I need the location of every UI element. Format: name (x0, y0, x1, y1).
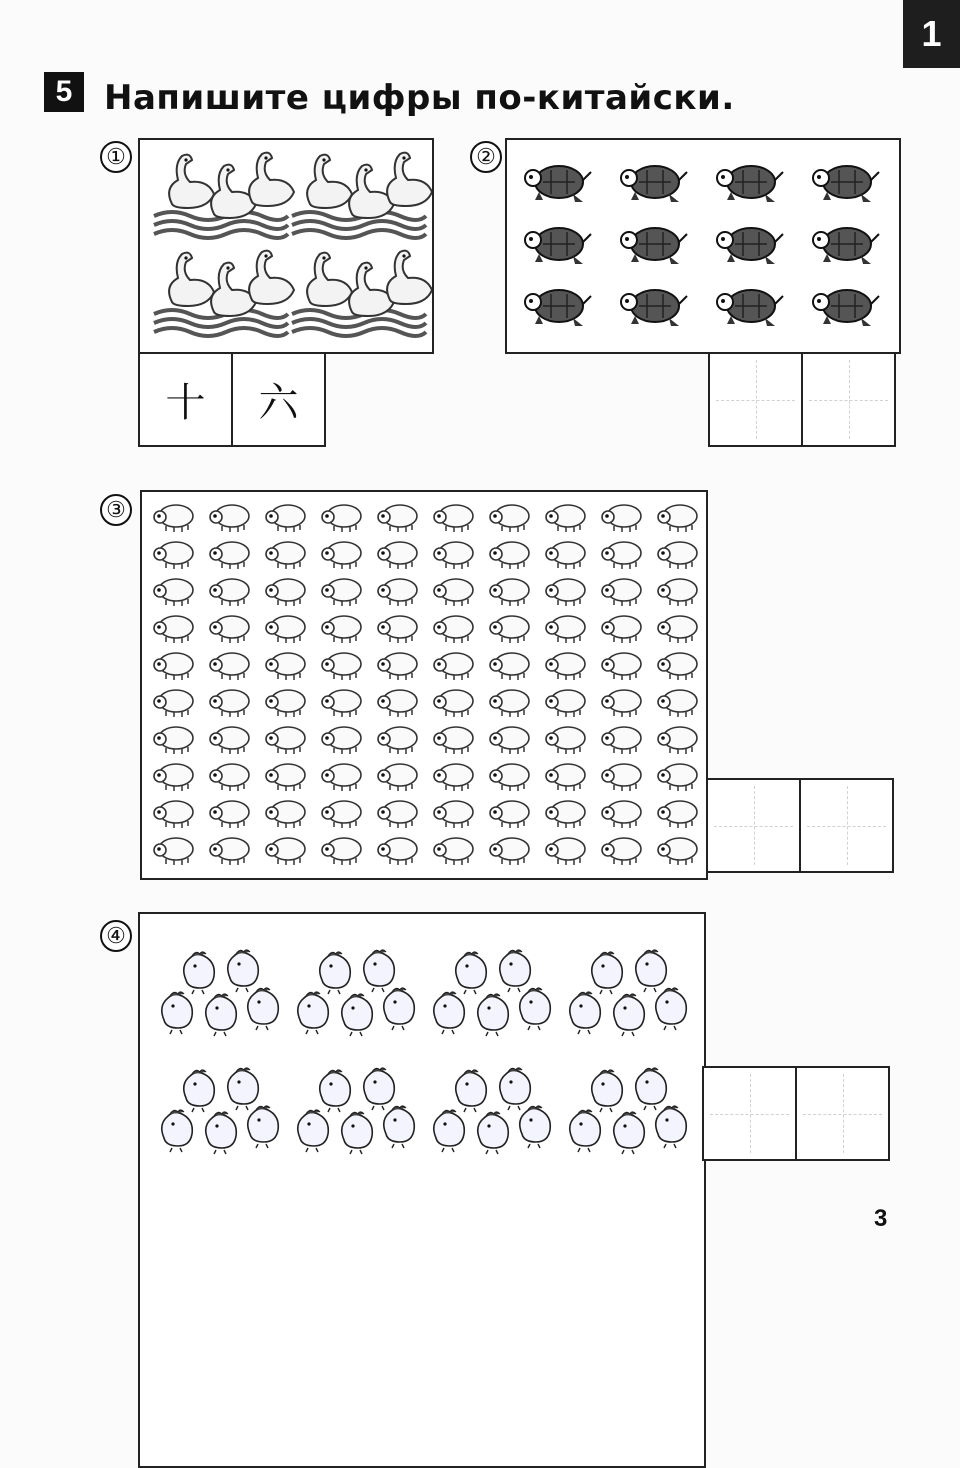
sheep (546, 690, 585, 717)
task-2-answer-cell-1[interactable] (708, 352, 803, 447)
chick-group (298, 950, 415, 1036)
task-2-answer-cell-2[interactable] (801, 352, 896, 447)
sheep (546, 579, 585, 606)
geese-illustration (140, 140, 432, 352)
sheep (490, 579, 529, 606)
chick (364, 950, 395, 992)
task-2-answer (708, 352, 894, 447)
sheep (602, 653, 641, 680)
chick (162, 992, 193, 1034)
chick-group (570, 1068, 687, 1154)
sheep (154, 838, 193, 865)
sheep (266, 653, 305, 680)
sheep (434, 838, 473, 865)
sheep (154, 764, 193, 791)
sheep (322, 579, 361, 606)
task-1-answer (138, 352, 324, 447)
sheep (266, 579, 305, 606)
sheep (434, 542, 473, 569)
chick (520, 988, 551, 1030)
goose (169, 253, 214, 306)
sheep (154, 616, 193, 643)
sheep (210, 764, 249, 791)
sheep (210, 579, 249, 606)
sheep (266, 838, 305, 865)
task-1-answer-cell-2[interactable] (231, 352, 326, 447)
task-1-badge: ① (100, 141, 132, 173)
sheep (154, 653, 193, 680)
chick (520, 1106, 551, 1148)
chick (500, 950, 531, 992)
sheep (602, 838, 641, 865)
exercise-title: Напишите цифры по-китайски. (104, 78, 735, 118)
chick (364, 1068, 395, 1110)
sheep (490, 542, 529, 569)
sheep (378, 690, 417, 717)
sheep (490, 616, 529, 643)
goose (307, 155, 352, 208)
sheep (266, 690, 305, 717)
sheep (490, 764, 529, 791)
sheep (210, 727, 249, 754)
turtle (717, 290, 783, 326)
turtle (525, 290, 591, 326)
chick (636, 1068, 667, 1110)
sheep (210, 616, 249, 643)
sheep (210, 838, 249, 865)
geese-group (292, 153, 432, 238)
goose (387, 251, 432, 304)
sheep (378, 505, 417, 532)
chick (298, 992, 329, 1034)
chick (206, 1112, 237, 1154)
sheep (546, 542, 585, 569)
sheep (658, 838, 697, 865)
sheep (322, 838, 361, 865)
sheep (602, 764, 641, 791)
sheep (378, 579, 417, 606)
turtle (621, 166, 687, 202)
chick (456, 952, 487, 994)
chick (592, 952, 623, 994)
sheep (266, 727, 305, 754)
sheep (546, 838, 585, 865)
task-4-answer-cell-1[interactable] (702, 1066, 797, 1161)
goose (249, 251, 294, 304)
sheep (266, 505, 305, 532)
sheep (658, 690, 697, 717)
goose (387, 153, 432, 206)
chick (342, 994, 373, 1036)
chick-group (434, 950, 551, 1036)
sheep (546, 727, 585, 754)
sheep (154, 690, 193, 717)
sheep (154, 505, 193, 532)
turtle (813, 290, 879, 326)
chick (320, 952, 351, 994)
page-number: 3 (874, 1205, 888, 1232)
turtle (813, 166, 879, 202)
sheep (490, 838, 529, 865)
sheep (378, 542, 417, 569)
task-4-answer-cell-2[interactable] (795, 1066, 890, 1161)
sheep (658, 764, 697, 791)
sheep (434, 727, 473, 754)
chick (434, 992, 465, 1034)
sheep (154, 727, 193, 754)
chick (592, 1070, 623, 1112)
sheep (210, 542, 249, 569)
turtle (621, 228, 687, 264)
sheep (154, 579, 193, 606)
sheep (602, 801, 641, 828)
goose (249, 153, 294, 206)
sheep (602, 579, 641, 606)
sheep (434, 579, 473, 606)
sheep (210, 653, 249, 680)
sheep (322, 690, 361, 717)
sheep (434, 764, 473, 791)
sheep (490, 690, 529, 717)
chick (342, 1112, 373, 1154)
chick (384, 1106, 415, 1148)
chapter-tab: 1 (903, 0, 960, 68)
chick (228, 950, 259, 992)
task-1-picture (138, 138, 434, 354)
task-3-answer-cell-2[interactable] (799, 778, 894, 873)
sheep (658, 653, 697, 680)
task-2-badge: ② (470, 141, 502, 173)
chick (478, 994, 509, 1036)
sheep (546, 653, 585, 680)
chick (636, 950, 667, 992)
chick (570, 1110, 601, 1152)
chick (384, 988, 415, 1030)
task-1-answer-cell-1[interactable] (138, 352, 233, 447)
chick (298, 1110, 329, 1152)
sheep (378, 764, 417, 791)
chick (614, 1112, 645, 1154)
sheep (378, 653, 417, 680)
sheep (434, 690, 473, 717)
goose (169, 155, 214, 208)
sheep (378, 727, 417, 754)
turtle (621, 290, 687, 326)
sheep (210, 690, 249, 717)
chick (570, 992, 601, 1034)
chick (228, 1068, 259, 1110)
sheep (602, 616, 641, 643)
sheep (266, 616, 305, 643)
sheep (378, 801, 417, 828)
sheep (434, 801, 473, 828)
chick (162, 1110, 193, 1152)
turtle (717, 166, 783, 202)
chicks-illustration (140, 914, 704, 1466)
turtle (525, 166, 591, 202)
sheep (546, 616, 585, 643)
turtle (813, 228, 879, 264)
geese-group (292, 251, 432, 336)
turtle (525, 228, 591, 264)
chick (456, 1070, 487, 1112)
chick (500, 1068, 531, 1110)
chick-group (570, 950, 687, 1036)
answer-character: 十 (165, 380, 206, 426)
sheep (490, 653, 529, 680)
chick-group (434, 1068, 551, 1154)
sheep (490, 801, 529, 828)
sheep (266, 764, 305, 791)
chick (614, 994, 645, 1036)
sheep (602, 727, 641, 754)
sheep (322, 801, 361, 828)
sheep (154, 542, 193, 569)
turtle (717, 228, 783, 264)
sheep (322, 616, 361, 643)
sheep (266, 542, 305, 569)
chick (184, 952, 215, 994)
sheep (378, 616, 417, 643)
sheep (434, 616, 473, 643)
chick-group (162, 950, 279, 1036)
chick (320, 1070, 351, 1112)
task-2-picture (505, 138, 901, 354)
chick (248, 1106, 279, 1148)
chick-group (162, 1068, 279, 1154)
task-3-answer-cell-1[interactable] (706, 778, 801, 873)
chick-group (298, 1068, 415, 1154)
sheep (322, 505, 361, 532)
sheep (658, 579, 697, 606)
task-3-answer (706, 778, 892, 873)
sheep (322, 764, 361, 791)
sheep (658, 727, 697, 754)
chick (656, 1106, 687, 1148)
sheep (266, 801, 305, 828)
geese-group (154, 153, 294, 238)
sheep (434, 505, 473, 532)
task-4-badge: ④ (100, 920, 132, 952)
chick (656, 988, 687, 1030)
sheep (602, 542, 641, 569)
chick (206, 994, 237, 1036)
sheep (210, 801, 249, 828)
sheep (434, 653, 473, 680)
goose (307, 253, 352, 306)
geese-group (154, 251, 294, 336)
sheep (154, 801, 193, 828)
chick (248, 988, 279, 1030)
sheep (546, 801, 585, 828)
sheep-illustration (142, 492, 706, 878)
sheep (658, 801, 697, 828)
turtles-illustration (507, 140, 899, 352)
sheep (602, 505, 641, 532)
sheep (210, 505, 249, 532)
sheep (658, 616, 697, 643)
task-3-badge: ③ (100, 494, 132, 526)
task-4-answer (702, 1066, 888, 1161)
chick (478, 1112, 509, 1154)
sheep (378, 838, 417, 865)
task-3-picture (140, 490, 708, 880)
sheep (546, 505, 585, 532)
sheep (602, 690, 641, 717)
sheep (546, 764, 585, 791)
sheep (490, 727, 529, 754)
exercise-number: 5 (44, 72, 84, 112)
sheep (322, 653, 361, 680)
sheep (322, 542, 361, 569)
sheep (658, 505, 697, 532)
sheep (490, 505, 529, 532)
answer-character: 六 (258, 380, 299, 426)
chick (184, 1070, 215, 1112)
sheep (322, 727, 361, 754)
sheep (658, 542, 697, 569)
chick (434, 1110, 465, 1152)
